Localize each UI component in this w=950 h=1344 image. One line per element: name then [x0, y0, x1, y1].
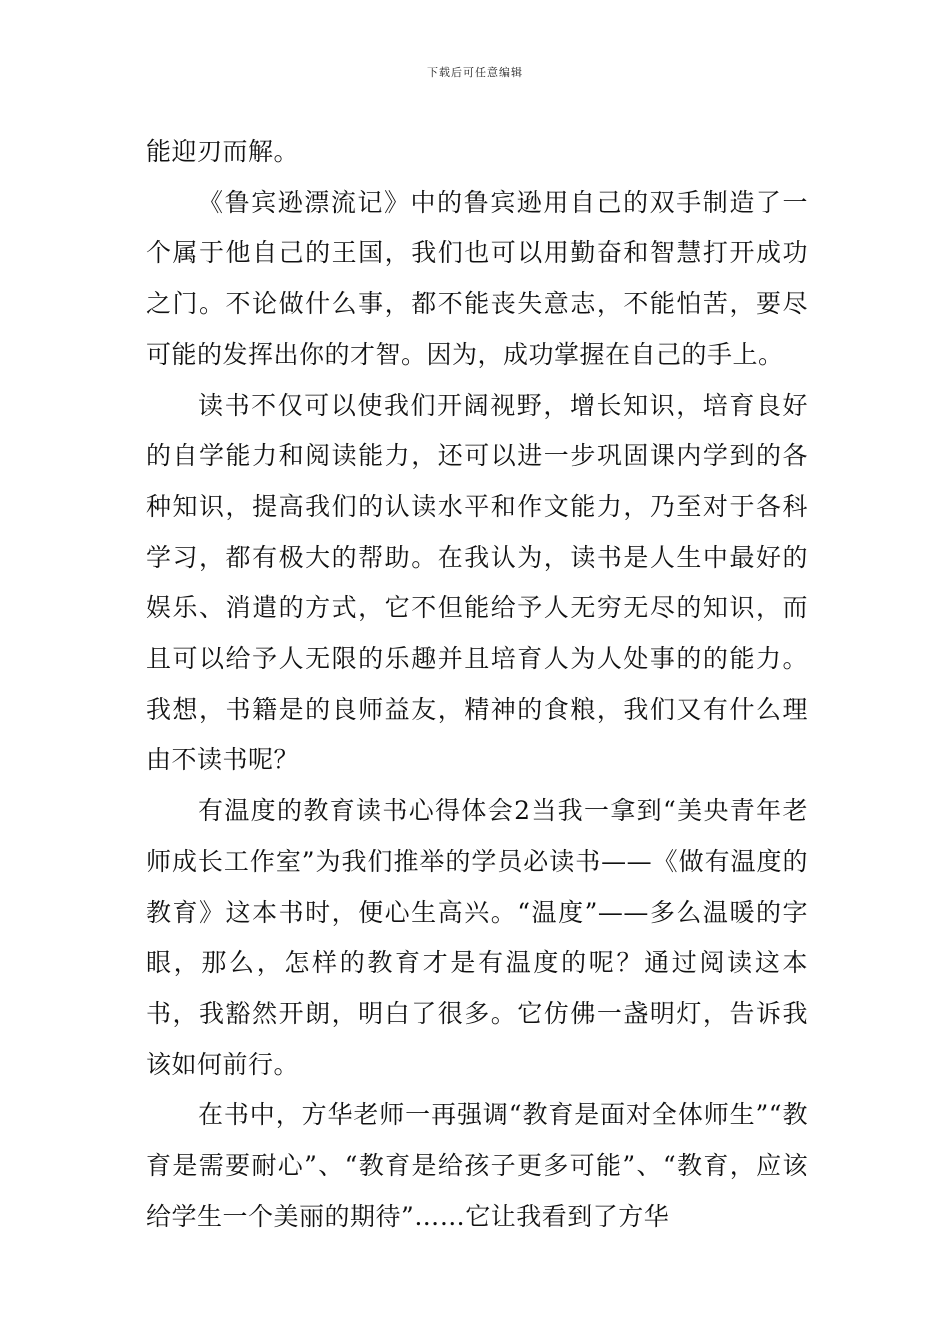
paragraph-warm-education: 有温度的教育读书心得体会2当我一拿到“美央青年老师成长工作室”为我们推举的学员必读书——《做有温度的教育》这本书时，便心生高兴。“温度”——多么温暖的字眼，那么，怎样的教育才是有温度的呢？通过阅读这本书，我豁然开朗，明白了很多。它仿佛一盏明灯，告诉我该如何前行。 [146, 796, 808, 1079]
document-body [146, 127, 808, 1242]
page-header: 下载后可任意编辑 [427, 66, 523, 79]
paragraph-robinson: 《鲁宾逊漂流记》中的鲁宾逊用自己的双手制造了一个属于他自己的王国，我们也可以用勤奋和智慧打开成功之门。不论做什么事，都不能丧失意志，不能怕苦，要尽可能的发挥出你的才智。因为，成功掌握在自己的手上。 [146, 187, 808, 369]
paragraph-reading-benefits: 读书不仅可以使我们开阔视野，增长知识，培育良好的自学能力和阅读能力，还可以进一步巩固课内学到的各种知识，提高我们的认读水平和作文能力，乃至对于各科学习，都有极大的帮助。在我认为，读书是人生中最好的娱乐、消遣的方式，它不但能给予人无穷无尽的知识，而且可以给予人无限的乐趣并且培育人为人处事的的能力。我想，书籍是的良师益友，精神的食粮，我们又有什么理由不读书呢？ [146, 390, 808, 775]
paragraph-continuation: 能迎刃而解。 [146, 137, 300, 166]
paragraph-fang-hua: 在书中，方华老师一再强调“教育是面对全体师生”“教育是需要耐心”、“教育是给孩子更多可能”、“教育，应该给学生一个美丽的期待”……它让我看到了方华 [146, 1100, 808, 1231]
